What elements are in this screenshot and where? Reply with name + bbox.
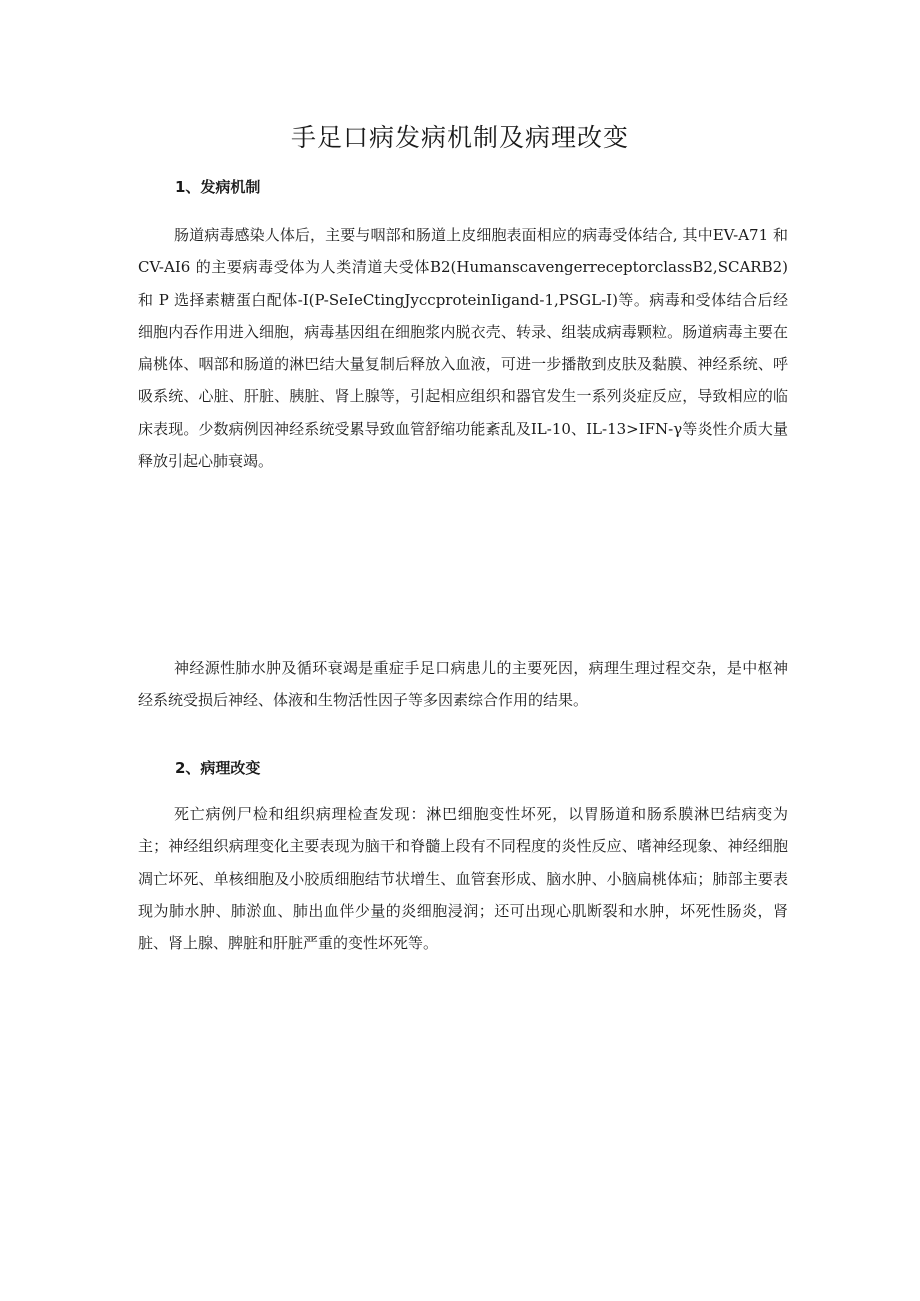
document-title: 手足口病发病机制及病理改变 (290, 123, 629, 152)
paragraph-pathology-findings: 死亡病例尸检和组织病理检查发现：淋巴细胞变性坏死，以胃肠道和肠系膜淋巴结病变为主；神经组织病理变化主要表现为脑干和脊髓上段有不同程度的炎性反应、嗜神经现象、神经细胞凋亡坏死、单核细胞及小胶质细胞结节状增生、血管套形成、脑水肿、小脑扁桃体疝；肺部主要表现为肺水肿、肺淤血、肺出血伴少量的炎细胞浸润；还可出现心肌断裂和水肿，坏死性肠炎，肾脏、肾上腺、脾脏和肝脏严重的变性坏死等。 (138, 805, 788, 953)
paragraph-pathogenesis-mechanism: 肠道病毒感染人体后，主要与咽部和肠道上皮细胞表面相应的病毒受体结合, 其中EV-A71 和 CV-AI6 的主要病毒受体为人类清道夫受体B2(HumanscavengerreceptorclassB2,SCARB2) 和 P 选择素糖蛋白配体-I(P-SeIeCtingJyccproteinIigand-1,PSGL-I)等。病毒和受体结合后经细胞内吞作用进入细胞，病毒基因组在细胞浆内脱衣壳、转录、组装成病毒颗粒。肠道病毒主要在扁桃体、咽部和肠道的淋巴结大量复制后释放入血液，可进一步播散到皮肤及黏膜、神经系统、呼吸系统、心脏、肝脏、胰脏、肾上腺等，引起相应组织和器官发生一系列炎症反应，导致相应的临床表现。少数病例因神经系统受累导致血管舒缩功能紊乱及IL-10、IL-13>IFN-γ等炎性介质大量释放引起心肺衰竭。 (138, 226, 788, 471)
paragraph-death-cause: 神经源性肺水肿及循环衰竭是重症手足口病患儿的主要死因，病理生理过程交杂，是中枢神经系统受损后神经、体液和生物活性因子等多因素综合作用的结果。 (138, 659, 788, 710)
section-heading-pathology: 2、病理改变 (175, 759, 261, 777)
section-heading-pathogenesis: 1、发病机制 (175, 178, 261, 196)
